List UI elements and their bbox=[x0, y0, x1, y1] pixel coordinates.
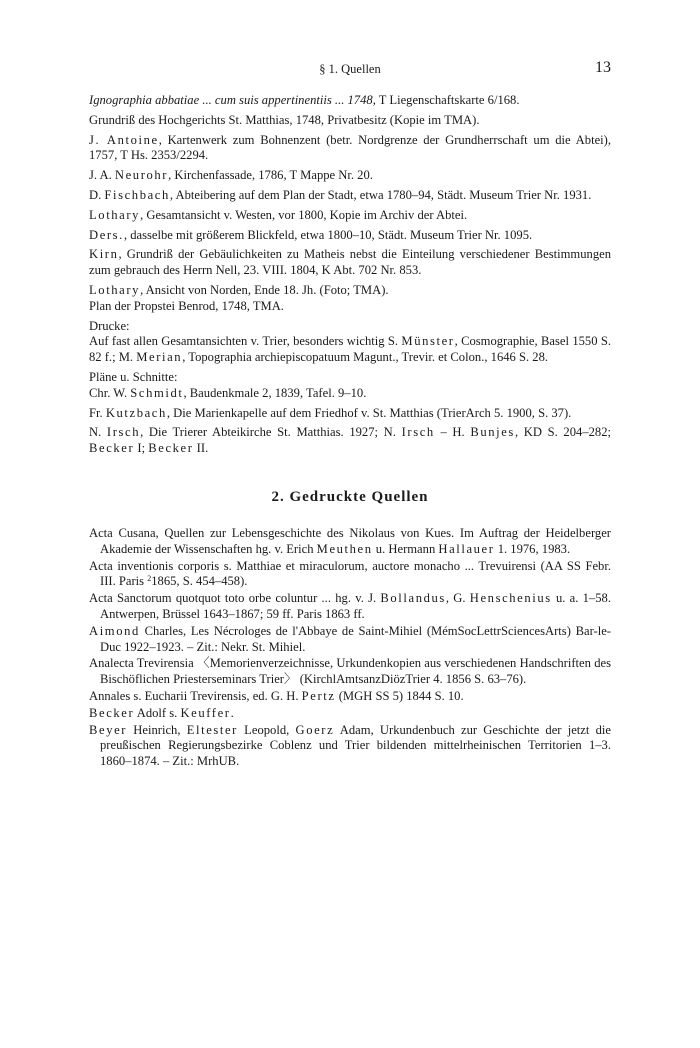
source-entry-lothary-westen: Lothary, Gesamtansicht v. Westen, vor 1800, Kopie im Archiv der Abtei. bbox=[89, 207, 468, 222]
author-name: Irsch bbox=[401, 425, 435, 440]
author-name: Pertz bbox=[301, 688, 336, 703]
author-name: Irsch bbox=[106, 425, 141, 440]
author-name: Henschenius bbox=[469, 591, 552, 606]
author-name: Schmidt bbox=[130, 385, 184, 400]
author-name: Beyer bbox=[89, 722, 128, 737]
section-heading-gedruckte-quellen: 2. Gedruckte Quellen bbox=[271, 488, 429, 505]
author-name: Meuthen bbox=[316, 541, 373, 556]
bib-entry-acta-inventionis: Acta inventionis corporis s. Matthiae et miraculorum, auctore monacho ... Trevuirensi (AA SS Febr. III. Paris $^2$1865, S. 454–458). bbox=[89, 558, 611, 589]
author-name: Becker bbox=[148, 441, 194, 456]
author-name: Bollandus bbox=[380, 591, 446, 606]
author-name: Lothary bbox=[89, 282, 141, 297]
bib-entry-annales: Annales s. Eucharii Trevirensis, ed. G. H. Pertz (MGH SS 5) 1844 S. 10. bbox=[89, 688, 464, 703]
author-name: Kutzbach bbox=[105, 405, 167, 420]
subheading-drucke: Drucke: bbox=[89, 318, 130, 333]
source-entry-fischbach: D. Fischbach, Abteibering auf dem Plan der Stadt, etwa 1780–94, Städt. Museum Trier Nr. 1931. bbox=[89, 187, 592, 202]
running-head bbox=[0, 59, 700, 79]
author-name: Fischbach bbox=[104, 187, 170, 202]
author-name: Kirn bbox=[89, 247, 119, 262]
source-entry-kirn: Kirn, Grundriß der Gebäulichkeiten zu Matheis nebst die Einteilung verschiedener Bestimmungen zum gebrauch des Herrn Nell, 23. VIII. 1804, K Abt. 702 Nr. 853. bbox=[89, 247, 611, 278]
author-name: Goerz bbox=[295, 722, 335, 737]
subheading-plaene: Pläne u. Schnitte: bbox=[89, 369, 178, 384]
author-name: Ders. bbox=[89, 227, 124, 242]
source-entry-neurohr: J. A. Neurohr, Kirchenfassade, 1786, T Mappe Nr. 20. bbox=[89, 168, 373, 183]
bib-entry-analecta: Analecta Trevirensia 〈Memorienverzeichnisse, Urkundenkopien aus verschiedenen Handschriften des Bischöflichen Priesterseminars Trier〉 (KirchlAmtsanzDiözTrier 4. 1856 S. 63–76). bbox=[89, 656, 611, 687]
edition-superscript: 2 bbox=[147, 574, 152, 584]
author-name: Münster bbox=[401, 334, 455, 349]
bib-entry-beyer: Beyer Heinrich, Eltester Leopold, Goerz Adam, Urkundenbuch zur Geschichte der jetzt die preußischen Regierungsbezirke Coblenz und Trier bildenden mittelrheinischen Territorien 1–3. 1860–1874. – Zit.: MrhUB. bbox=[89, 722, 611, 769]
source-entry-lothary-norden: Lothary, Ansicht von Norden, Ende 18. Jh. (Foto; TMA). bbox=[89, 282, 389, 297]
running-title: § 1. Quellen bbox=[319, 62, 381, 76]
bib-entry-aimond: Aimond Charles, Les Nécrologes de l'Abbaye de Saint-Mihiel (MémSocLettrSciencesArts) Bar-le-Duc 1922–1923. – Zit.: Nekr. St. Mihiel. bbox=[89, 623, 611, 654]
author-name: Merian bbox=[136, 350, 183, 365]
bib-entry-acta-cusana: Acta Cusana, Quellen zur Lebensgeschichte des Nikolaus von Kues. Im Auftrag der Heidelberger Akademie der Wissenschaften hg. v. Erich Meuthen u. Hermann Hallauer 1. 1976, 1983. bbox=[89, 525, 611, 556]
source-entry-drucke: Auf fast allen Gesamtansichten v. Trier, besonders wichtig S. Münster, Cosmographie, Basel 1550 S. 82 f.; M. Merian, Topographia archiepiscopatuum Magunt., Trevir. et Colon., 1646 S. 28. bbox=[89, 334, 612, 365]
bib-entry-becker-ref: Becker Adolf s. Keuffer. bbox=[89, 705, 234, 720]
source-entry-ders: Ders., dasselbe mit größerem Blickfeld, etwa 1800–10, Städt. Museum Trier Nr. 1095. bbox=[89, 227, 533, 242]
source-entry-plan-propstei: Plan der Propstei Benrod, 1748, TMA. bbox=[89, 298, 284, 313]
author-name: Becker bbox=[89, 705, 135, 720]
page-content bbox=[89, 93, 611, 771]
author-name: Aimond bbox=[89, 623, 140, 638]
source-title: Ignographia abbatiae ... cum suis appertinentiis ... 1748, bbox=[89, 93, 376, 107]
author-name: Lothary bbox=[89, 207, 141, 222]
author-name: Keuffer bbox=[180, 705, 231, 720]
source-entry-schmidt: Chr. W. Schmidt, Baudenkmale 2, 1839, Tafel. 9–10. bbox=[89, 385, 367, 400]
author-name: Hallauer bbox=[438, 541, 495, 556]
author-name: Bunjes bbox=[470, 425, 515, 440]
page-number: 13 bbox=[595, 59, 611, 76]
source-entry-antoine: J. Antoine, Kartenwerk zum Bohnenzent (betr. Nordgrenze der Grundherrschaft um die Abtei), 1757, T Hs. 2353/2294. bbox=[89, 132, 612, 163]
source-entry-kutzbach: Fr. Kutzbach, Die Marienkapelle auf dem Friedhof v. St. Matthias (TrierArch 5. 1900, S. 37). bbox=[89, 405, 572, 420]
author-name: Becker bbox=[89, 441, 135, 456]
author-name: Neurohr bbox=[114, 168, 169, 183]
source-entry-ichnographia: Ignographia abbatiae ... cum suis appertinentiis ... 1748, T Liegenschaftskarte 6/168. bbox=[89, 93, 520, 107]
bib-entry-acta-sanctorum: Acta Sanctorum quotquot toto orbe coluntur ... hg. v. J. Bollandus, G. Henschenius u. a. 1–58. Antwerpen, Brüssel 1643–1867; 59 ff. Paris 1863 ff. bbox=[89, 591, 611, 621]
source-entry-irsch: N. Irsch, Die Trierer Abteikirche St. Matthias. 1927; N. Irsch – H. Bunjes, KD S. 204–282; Becker I; Becker II. bbox=[89, 425, 612, 456]
author-name: Eltester bbox=[186, 722, 238, 737]
author-name: J. Antoine bbox=[89, 132, 159, 147]
source-entry-grundriss-hochgericht: Grundriß des Hochgerichts St. Matthias, 1748, Privatbesitz (Kopie im TMA). bbox=[89, 112, 480, 127]
